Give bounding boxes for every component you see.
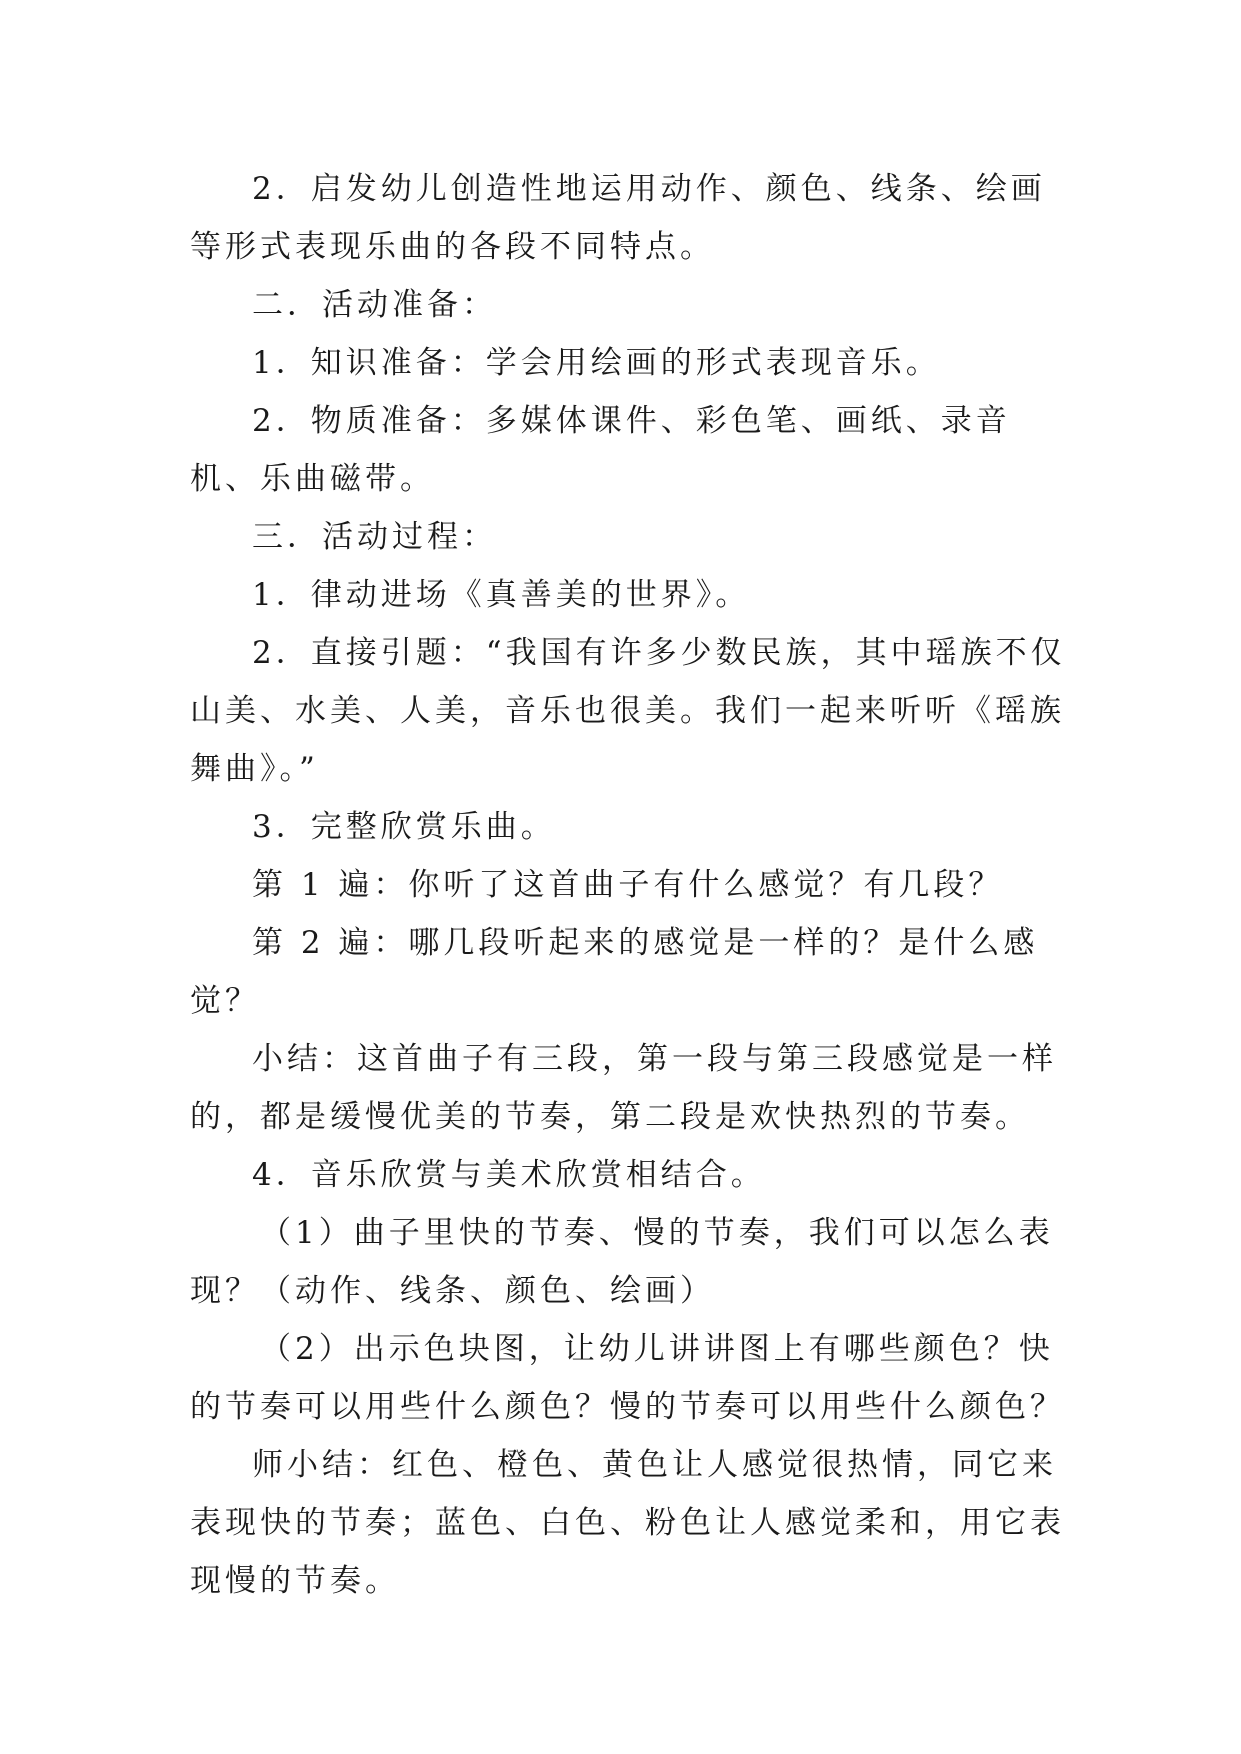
paragraph-step-1: 1．律动进场《真善美的世界》。: [252, 577, 751, 613]
paragraph-objective-2: 2．启发幼儿创造性地运用动作、颜色、线条、绘画等形式表现乐曲的各段不同特点。: [190, 171, 1046, 265]
paragraph-listen-1: 第 1 遍：你听了这首曲子有什么感觉？有几段？: [252, 867, 1004, 903]
paragraph-teacher-summary: 师小结：红色、橙色、黄色让人感觉很热情，同它来表现快的节奏；蓝色、白色、粉色让人感觉柔和，用它表现慢的节奏。: [190, 1447, 1065, 1599]
paragraph-material-preparation: 2．物质准备：多媒体课件、彩色笔、画纸、录音机、乐曲磁带。: [190, 403, 1011, 497]
heading-activity-process: 三．活动过程：: [252, 519, 497, 555]
paragraph-question-2: （2）出示色块图，让幼儿讲讲图上有哪些颜色？快的节奏可以用些什么颜色？慢的节奏可以用些什么颜色？: [190, 1331, 1065, 1425]
heading-activity-preparation: 二．活动准备：: [252, 287, 497, 323]
paragraph-question-1: （1）曲子里快的节奏、慢的节奏，我们可以怎么表现？（动作、线条、颜色、绘画）: [190, 1215, 1054, 1309]
paragraph-listen-2: 第 2 遍：哪几段听起来的感觉是一样的？是什么感觉？: [190, 925, 1039, 1019]
paragraph-step-3: 3．完整欣赏乐曲。: [252, 809, 556, 845]
paragraph-summary-1: 小结：这首曲子有三段，第一段与第三段感觉是一样的，都是缓慢优美的节奏，第二段是欢快热烈的节奏。: [190, 1041, 1057, 1135]
document-body: [190, 160, 1070, 1610]
paragraph-step-2: 2．直接引题：“我国有许多少数民族，其中瑶族不仅山美、水美、人美，音乐也很美。我们一起来听听《瑶族舞曲》。”: [190, 635, 1066, 787]
paragraph-step-4: 4．音乐欣赏与美术欣赏相结合。: [252, 1157, 766, 1193]
paragraph-knowledge-preparation: 1．知识准备：学会用绘画的形式表现音乐。: [252, 345, 941, 381]
